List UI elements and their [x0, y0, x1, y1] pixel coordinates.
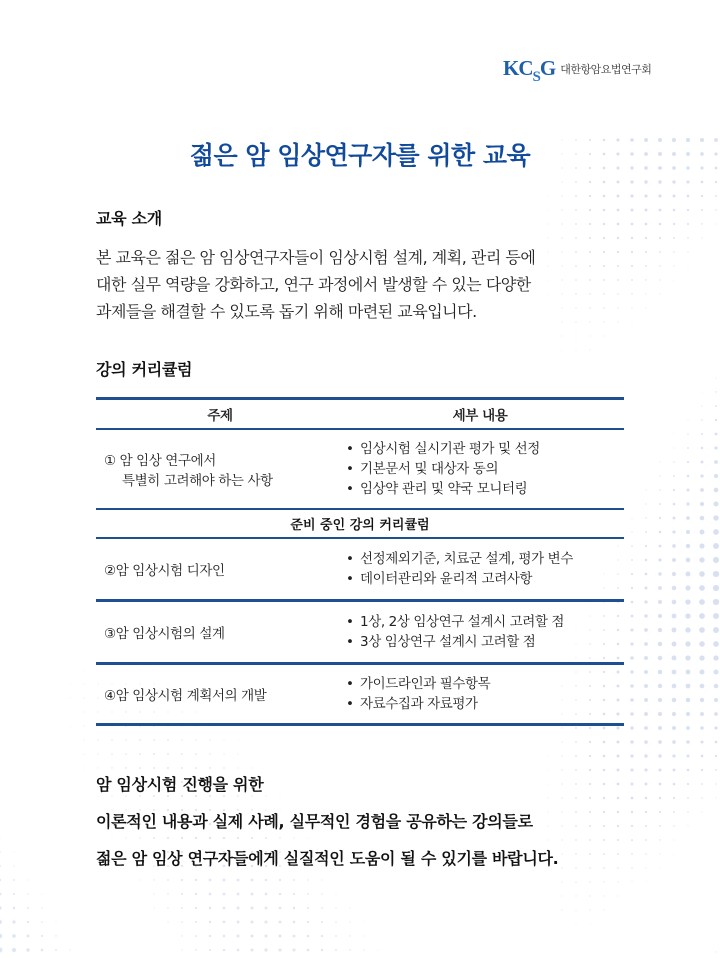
closing-line: 이론적인 내용과 실제 사례, 실무적인 경험을 공유하는 강의들로 [96, 812, 533, 831]
page-title: 젊은 암 임상연구자를 위한 교육 [189, 141, 531, 170]
list-item: • 자료수집과 자료평가 [346, 694, 624, 714]
row-details [336, 612, 624, 652]
org-name: 대한항암요법연구회 [560, 62, 652, 76]
closing-line: 젊은 암 임상 연구자들에게 실질적인 도움이 될 수 있기를 바랍니다. [96, 849, 559, 868]
list-item: • 선정제외기준, 치료군 설계, 평가 변수 [346, 549, 624, 569]
column-header-detail: 세부 내용 [452, 408, 508, 424]
row-topic: ②암 임상시험 디자인 [104, 563, 225, 579]
table-row [96, 665, 624, 726]
list-item: • 데이터관리와 윤리적 고려사항 [346, 569, 624, 589]
row-details [336, 674, 624, 714]
intro-line: 대한 실무 역량을 강화하고, 연구 과정에서 발생할 수 있는 다양한 [96, 275, 531, 294]
column-header-topic: 주제 [207, 408, 233, 424]
list-item: • 기본문서 및 대상자 동의 [346, 459, 624, 479]
intro-heading: 교육 소개 [96, 209, 162, 228]
curriculum-table [96, 397, 624, 726]
upcoming-subheader: 준비 중인 강의 커리큘럼 [96, 508, 624, 539]
list-item: • 임상시험 실시기관 평가 및 선정 [346, 439, 624, 459]
intro-line: 본 교육은 젊은 암 임상연구자들이 임상시험 설계, 계획, 관리 등에 [96, 248, 536, 267]
intro-paragraph [96, 244, 626, 325]
row-topic: ③암 임상시험의 설계 [104, 626, 225, 642]
row-details [336, 439, 624, 499]
list-item: • 임상약 관리 및 약국 모니터링 [346, 479, 624, 499]
row-topic: ④암 임상시험 계획서의 개발 [104, 688, 267, 704]
table-row [96, 602, 624, 665]
row-details [336, 549, 624, 589]
list-item: • 3상 임상연구 설계시 고려할 점 [346, 632, 624, 652]
kcsg-logo [503, 56, 652, 85]
list-item: • 가이드라인과 필수항목 [346, 674, 624, 694]
list-item: • 1상, 2상 임상연구 설계시 고려할 점 [346, 612, 624, 632]
logo-mark: $KC_SG$ [503, 56, 556, 85]
closing-message [96, 770, 558, 881]
intro-line: 과제들을 해결할 수 있도록 돕기 위해 마련된 교육입니다. [96, 302, 477, 321]
curriculum-heading: 강의 커리큘럼 [96, 360, 193, 379]
row-topic: ① 암 임상 연구에서 특별히 고려해야 하는 사항 [104, 453, 273, 489]
table-row [96, 539, 624, 602]
closing-line: 암 임상시험 진행을 위한 [96, 775, 264, 794]
table-header [96, 397, 624, 430]
table-row [96, 430, 624, 508]
